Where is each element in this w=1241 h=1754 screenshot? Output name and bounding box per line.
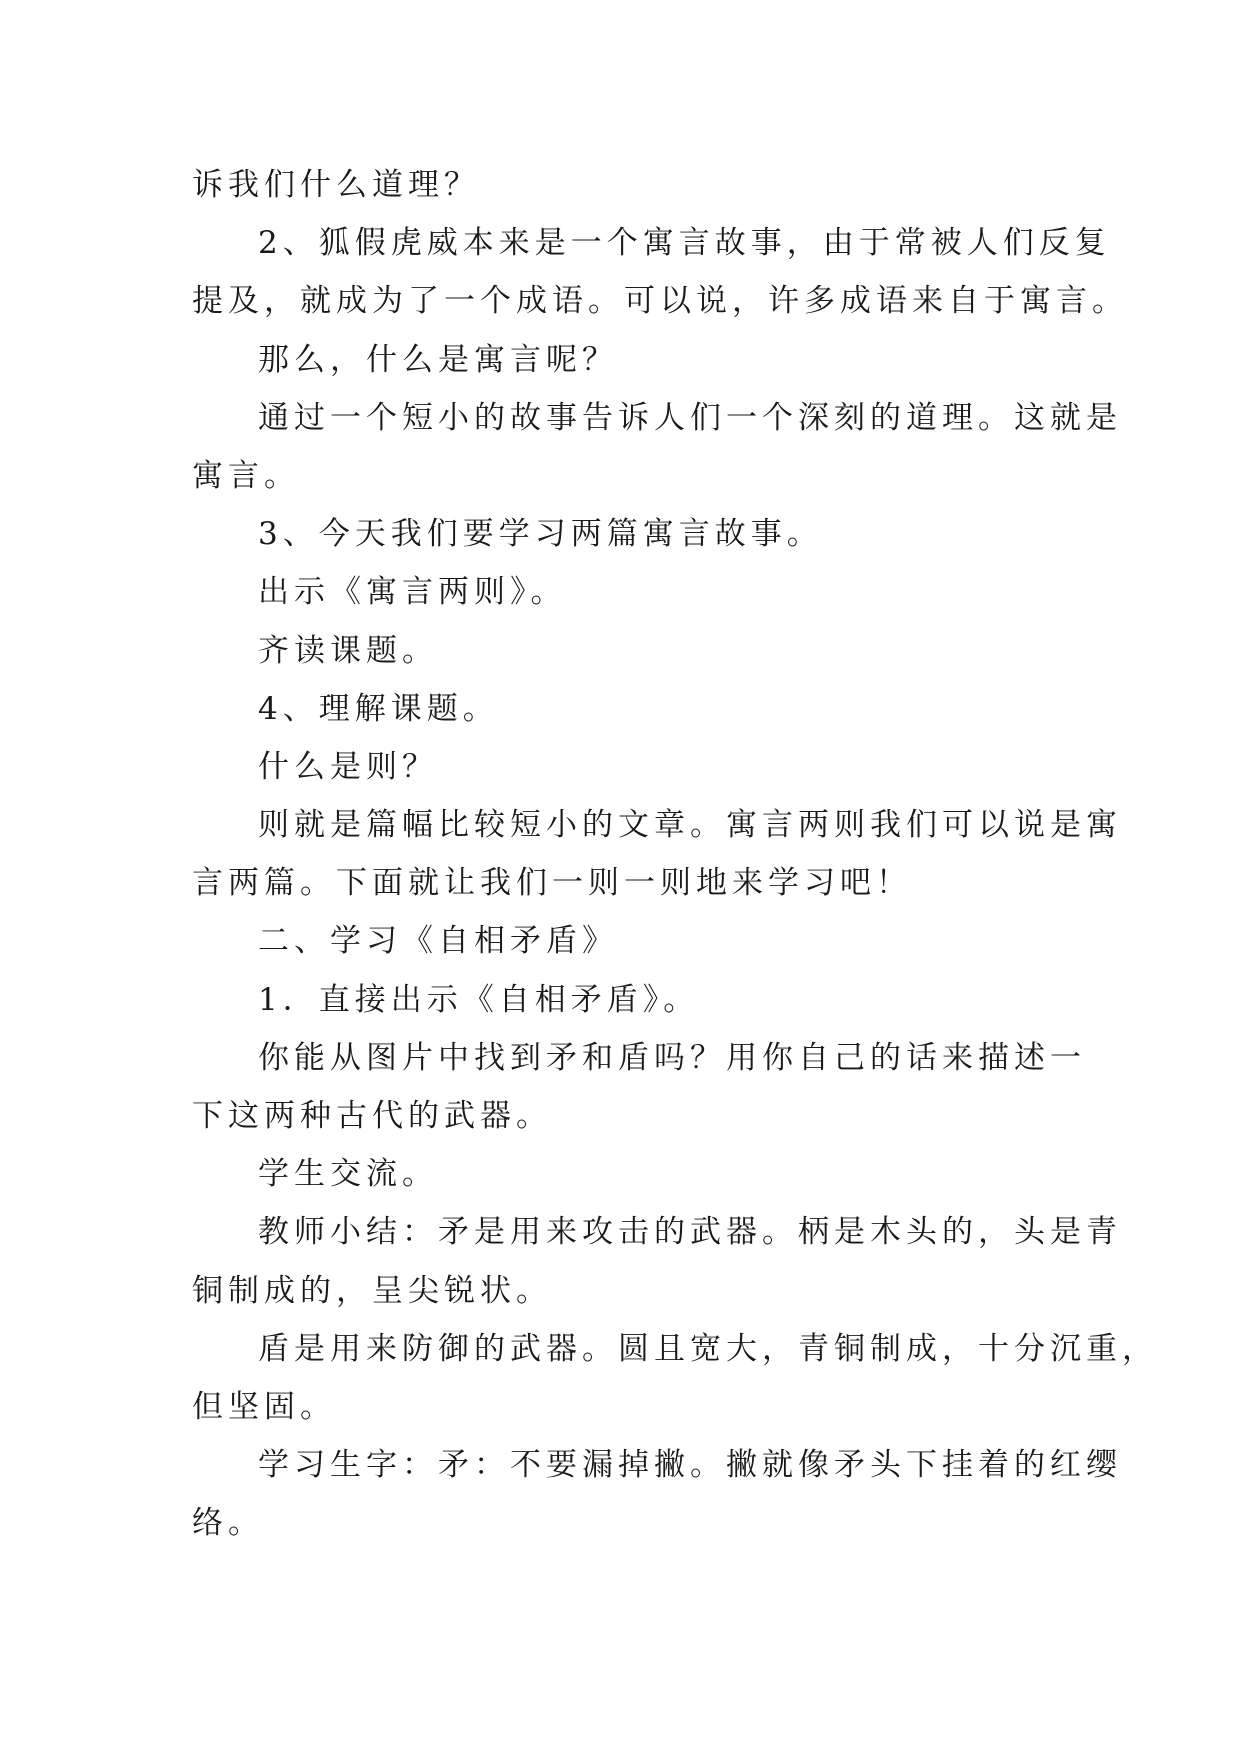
- text-line: 诉我们什么道理？: [192, 167, 480, 203]
- text-line: 下这两种古代的武器。: [192, 1098, 552, 1134]
- text-line: 通过一个短小的故事告诉人们一个深刻的道理。这就是: [258, 399, 1122, 436]
- text-line: 1．直接出示《自相矛盾》。: [258, 981, 700, 1018]
- text-line: 络。: [192, 1505, 264, 1542]
- text-line: 学习生字：矛：不要漏掉撇。撇就像矛头下挂着的红缨: [258, 1447, 1122, 1484]
- text-line: 盾是用来防御的武器。圆且宽大，青铜制成，十分沉重，: [258, 1330, 1158, 1367]
- text-line: 齐读课题。: [258, 632, 438, 669]
- text-line: 那么，什么是寓言呢？: [258, 341, 618, 378]
- text-line: 什么是则？: [258, 748, 438, 785]
- body-text: [192, 156, 1158, 1553]
- text-line: 4、理解课题。: [258, 690, 499, 727]
- text-line: 寓言。: [192, 457, 300, 494]
- text-line: 教师小结：矛是用来攻击的武器。柄是木头的，头是青: [258, 1214, 1122, 1251]
- text-line: 言两篇。下面就让我们一则一则地来学习吧！: [192, 865, 912, 902]
- text-line: 但坚固。: [192, 1388, 336, 1425]
- text-line: 则就是篇幅比较短小的文章。寓言两则我们可以说是寓: [258, 807, 1122, 844]
- text-line: 你能从图片中找到矛和盾吗？用你自己的话来描述一: [258, 1039, 1086, 1076]
- text-line: 出示《寓言两则》。: [258, 574, 567, 611]
- text-line: 3、今天我们要学习两篇寓言故事。: [258, 516, 823, 553]
- text-line: 学生交流。: [258, 1156, 438, 1193]
- text-line: 提及，就成为了一个成语。可以说，许多成语来自于寓言。: [192, 283, 1128, 320]
- text-line: 2、狐假虎威本来是一个寓言故事，由于常被人们反复: [258, 225, 1111, 262]
- section-heading: 二、学习《自相矛盾》: [258, 923, 618, 960]
- text-line: 铜制成的，呈尖锐状。: [192, 1272, 552, 1309]
